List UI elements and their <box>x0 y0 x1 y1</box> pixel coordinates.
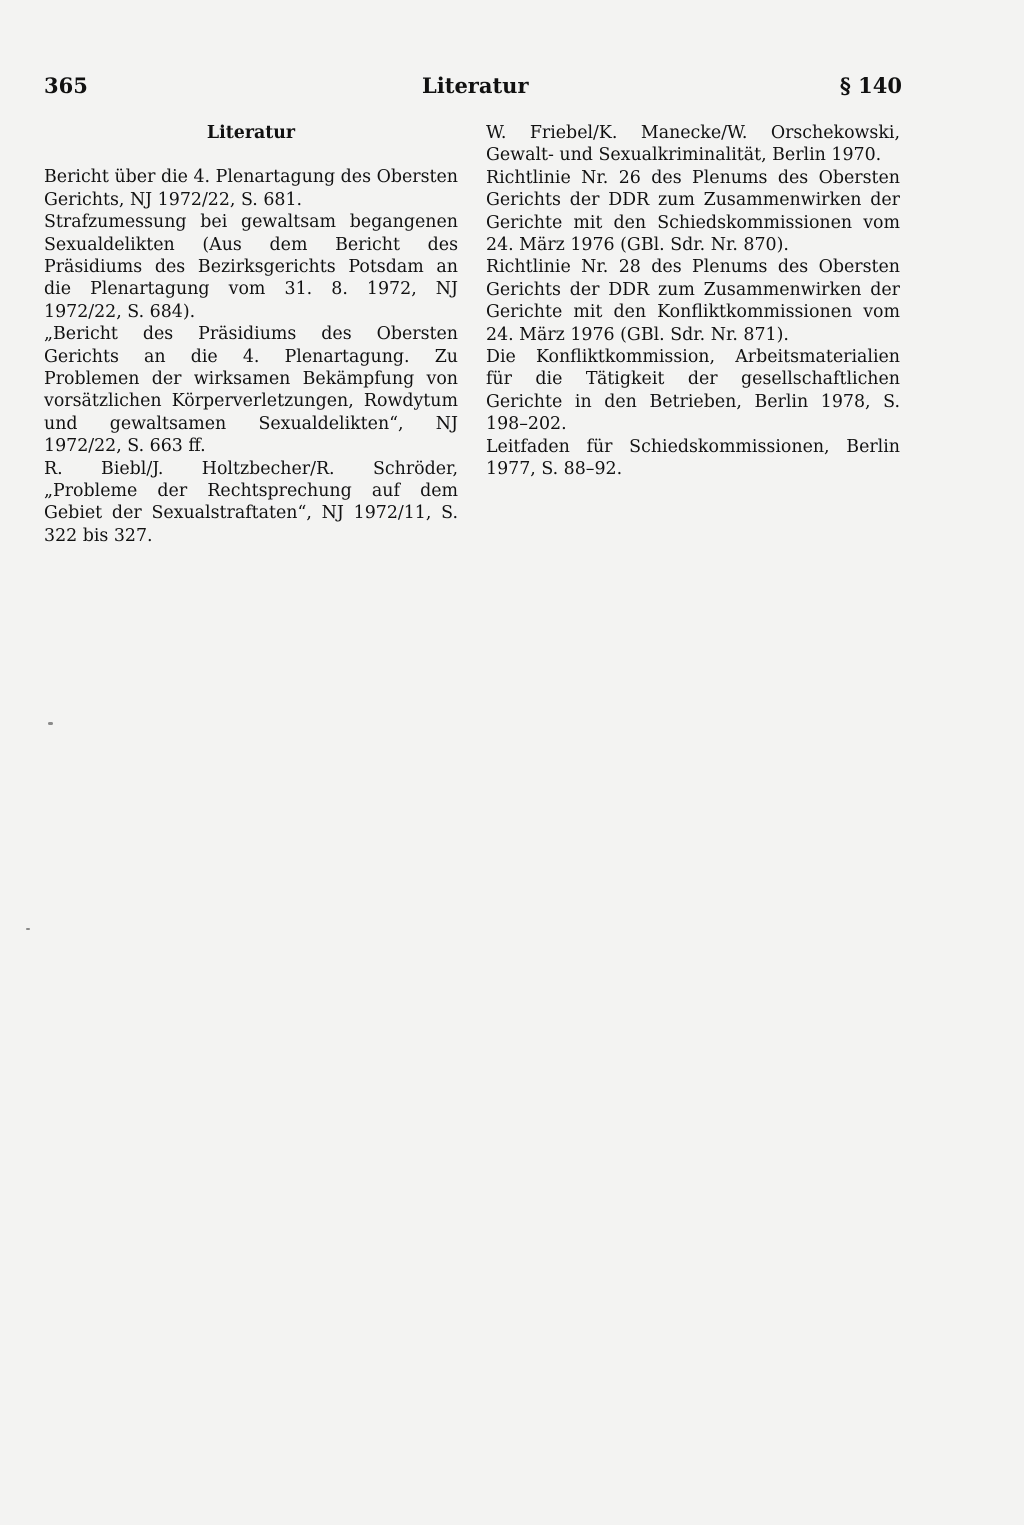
column-heading: Literatur <box>206 123 296 143</box>
scan-speck <box>26 928 30 930</box>
page-header <box>44 68 902 104</box>
bibliography-entry: Leitfaden für Schiedskommissionen, Berlin 1977, S. 88–92. <box>486 436 900 480</box>
bibliography-entry: R. Biebl/J. Holtzbecher/R. Schröder, „Probleme der Rechtsprechung auf dem Gebiet der Sexualstraftaten“, NJ 1972/11, S. 322 bis 327. <box>44 458 458 546</box>
right-column <box>486 122 900 481</box>
page-number: 365 <box>44 73 88 98</box>
bibliography-entry: Strafzumessung bei gewaltsam begangenen Sexualdelikten (Aus dem Bericht des Präsidiums des Bezirksgerichts Potsdam an die Plenartagung vom 31. 8. 1972, NJ 1972/22, S. 684). <box>44 212 458 322</box>
section-number: § 140 <box>839 73 902 98</box>
scan-speck <box>48 722 53 725</box>
bibliography-entry: Die Konfliktkommission, Arbeitsmaterialien für die Tätigkeit der gesellschaftlichen Gerichte in den Betrieben, Berlin 1978, S. 198–202. <box>486 347 900 435</box>
left-column <box>44 122 458 547</box>
bibliography-entry: Richtlinie Nr. 26 des Plenums des Obersten Gerichts der DDR zum Zusammenwirken der Gerichte mit den Schiedskommissionen vom 24. März 1976 (GBl. Sdr. Nr. 870). <box>486 167 900 256</box>
bibliography-entry: Richtlinie Nr. 28 des Plenums des Obersten Gerichts der DDR zum Zusammenwirken der Gerichte mit den Konfliktkommissionen vom 24. März 1976 (GBl. Sdr. Nr. 871). <box>486 257 900 345</box>
bibliography-entry: W. Friebel/K. Manecke/W. Orschekowski, Gewalt- und Sexualkriminalität, Berlin 1970. <box>486 123 900 166</box>
running-title: Literatur <box>422 73 529 98</box>
bibliography-entry: „Bericht des Präsidiums des Obersten Gerichts an die 4. Plenartagung. Zu Problemen der wirksamen Bekämpfung von vorsätzlichen Körperverletzungen, Rowdytum und gewaltsamen Sexualdelikten“, NJ 1972/22, S. 663 ff. <box>44 324 458 457</box>
bibliography-entry: Bericht über die 4. Plenartagung des Obersten Gerichts, NJ 1972/22, S. 681. <box>44 167 458 210</box>
